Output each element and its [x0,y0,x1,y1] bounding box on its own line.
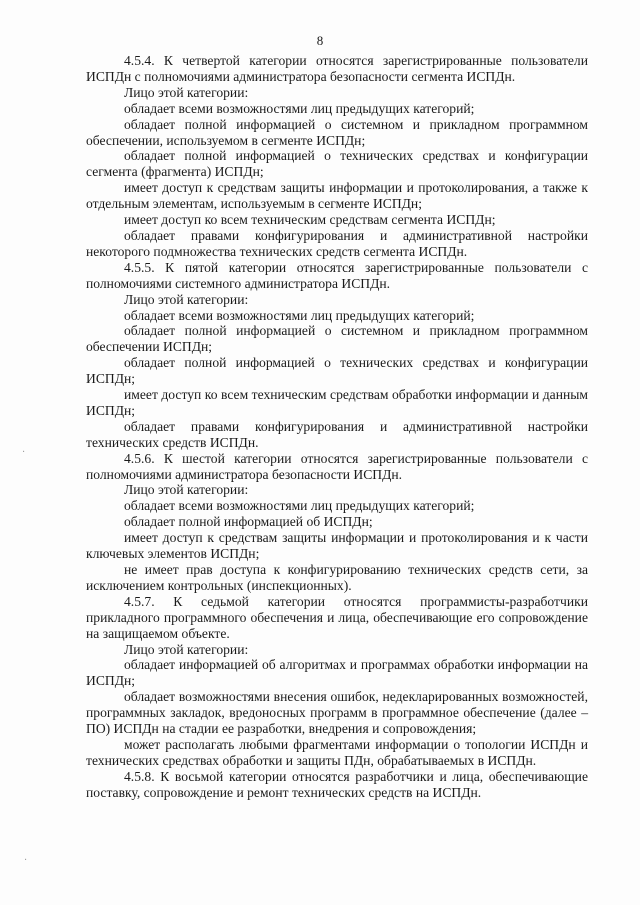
list-item: имеет доступ к средствам защиты информации и протоколирования и к части ключевых элементов ИСПДн; [86,530,588,562]
scan-mark: · [22,447,26,458]
category-intro: Лицо этой категории: [124,291,249,307]
list-item: обладает всеми возможностями лиц предыдущих категорий; [124,307,475,323]
list-item: может располагать любыми фрагментами информации о топологии ИСПДн и технических средствах обработки и защиты ПДн, обрабатываемых в ИСПДн. [86,736,588,768]
list-item: обладает полной информацией о технических средствах и конфигурации ИСПДн; [86,355,588,387]
category-intro: Лицо этой категории: [124,641,249,657]
document-body [86,53,588,801]
list-item: имеет доступ ко всем техническим средствам обработки информации и данным ИСПДн; [86,387,588,418]
list-item: обладает правами конфигурирования и административной настройки некоторого подмножества технических средств сегмента ИСПДн. [86,227,588,259]
scan-mark: · [24,855,28,866]
section-4-5-5-paragraph: 4.5.5. К пятой категории относятся зарегистрированные пользователи с полномочиями системного администратора ИСПДн. [86,259,588,291]
category-intro: Лицо этой категории: [124,482,249,498]
list-item: обладает информацией об алгоритмах и программах обработки информации на ИСПДн; [86,657,588,689]
list-item: имеет доступ ко всем техническим средствам сегмента ИСПДн; [124,212,496,228]
list-item: обладает возможностями внесения ошибок, недекларированных возможностей, программных закладок, вредоносных программ в программное обеспечение (далее – ПО) ИСПДн на стадии ее разработки, внедрения и сопровождения; [86,689,588,737]
list-item: обладает полной информацией о системном и прикладном программном обеспечении ИСПДн; [86,323,588,355]
section-4-5-6-paragraph: 4.5.6. К шестой категории относятся зарегистрированные пользователи с полномочиями администратора безопасности ИСПДн. [86,450,588,482]
list-item: обладает всеми возможностями лиц предыдущих категорий; [124,498,475,514]
section-4-5-4-paragraph: 4.5.4. К четвертой категории относятся зарегистрированные пользователи ИСПДн с полномочиями администратора безопасности сегмента ИСПДн. [86,53,588,84]
list-item: обладает полной информацией о системном и прикладном программном обеспечении, используемом в сегменте ИСПДн; [86,116,588,148]
section-4-5-7-paragraph: 4.5.7. К седьмой категории относятся программисты-разработчики прикладного программного обеспечения и лица, обеспечивающие его сопровождение на защищаемом объекте. [86,593,588,641]
category-intro: Лицо этой категории: [124,84,249,100]
page-number: 8 [316,33,324,48]
section-4-5-8-paragraph: 4.5.8. К восьмой категории относятся разработчики и лица, обеспечивающие поставку, сопровождение и ремонт технических средств на ИСПДн. [86,768,588,800]
list-item: обладает всеми возможностями лиц предыдущих категорий; [124,100,475,116]
list-item: обладает полной информацией об ИСПДн; [124,514,373,530]
list-item: не имеет прав доступа к конфигурированию технических средств сети, за исключением контрольных (инспекционных). [86,562,588,593]
list-item: обладает полной информацией о технических средствах и конфигурации сегмента (фрагмента) ИСПДн; [86,148,588,180]
list-item: имеет доступ к средствам защиты информации и протоколирования, а также к отдельным элементам, используемым в сегменте ИСПДн; [86,180,588,212]
list-item: обладает правами конфигурирования и административной настройки технических средств ИСПДн. [86,418,588,450]
